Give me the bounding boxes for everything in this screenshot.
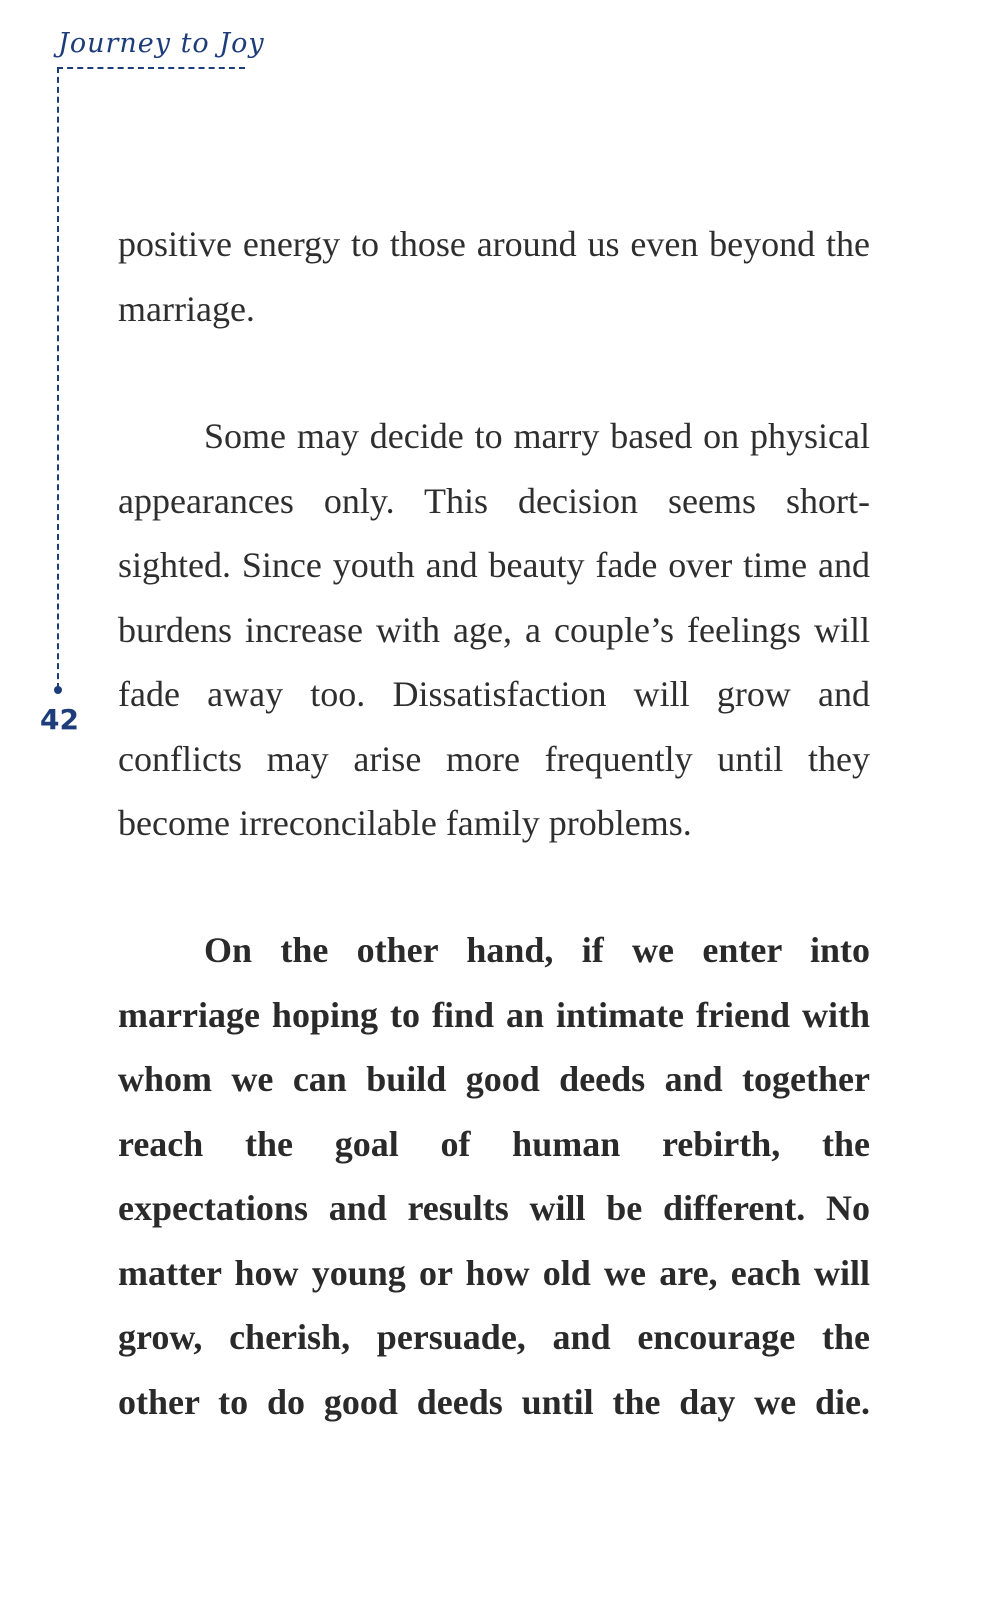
page-number: 42 — [40, 703, 79, 736]
rule-end-dot — [54, 686, 62, 694]
paragraph-intimate-friend-bold: On the other hand, if we enter into marriage hoping to find an intimate friend with whom we can build good deeds and together reach the goal of human rebirth, the expectations and results will be different. No matter how young or how old we are, each will grow, cherish, persuade, and encourage the other to do good deeds until the day we die. — [118, 930, 870, 1422]
side-dashed-rule — [57, 67, 59, 689]
book-title: Journey to Joy — [58, 28, 265, 59]
paragraph-continuation: positive energy to those around us even beyond the marriage. — [118, 224, 870, 329]
header-dashed-rule — [57, 67, 245, 69]
paragraph-physical-appearances: Some may decide to marry based on physical appearances only. This decision seems short-sighted. Since youth and beauty fade over time and burdens increase with age, a couple’s feelings will fade away too. Dissatisfaction will grow and conflicts may arise more frequently until they become irreconcilable family problems. — [118, 416, 870, 843]
